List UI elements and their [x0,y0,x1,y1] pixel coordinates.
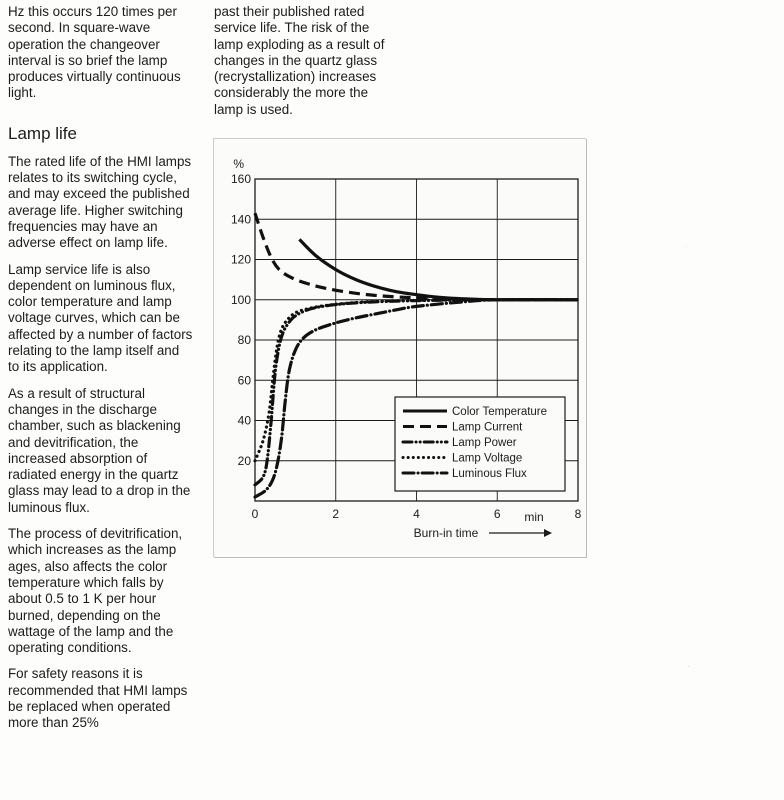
x-tick-label: 6 [493,507,501,521]
legend-label: Lamp Current [452,421,523,434]
paragraph-devitrification: The process of devitrification, which increases as the lamp ages, also affects the color temperature which falls by about 0.5 to 1 K per hour burned, depending on the wattage of the lamp and the operating conditions. [8,526,183,656]
x-axis-arrow-head [544,529,552,537]
paragraph-service-life: Lamp service life is also dependent on luminous flux, color temperature and lamp voltage curves, which can be affected by a number of factors relating to the lamp itself and to its application. [8,261,193,375]
y-tick-label: 140 [230,212,251,227]
y-tick-label: 40 [237,413,251,428]
burn-in-chart [214,139,586,557]
x-tick-label: 2 [332,507,340,521]
y-tick-label: 100 [230,292,251,307]
x-axis-label: Burn-in time [413,526,479,540]
x-unit-label: min [524,510,544,524]
middle-text-column [214,4,400,118]
paragraph-rated-life: The rated life of the HMI lamps relates to its switching cycle, and may exceed the published average life. Higher switching frequencies may have an adverse effect on lamp life. [8,153,192,251]
legend-label: Luminous Flux [452,468,527,480]
y-tick-label: 80 [237,333,251,347]
left-text-column [8,4,194,742]
chart-frame [213,138,586,557]
paragraph-safety: For safety reasons it is recommended that HMI lamps be replaced when operated more than 25% [8,666,188,731]
y-tick-label: 120 [230,252,251,267]
speck [688,666,689,667]
y-tick-label: 20 [237,453,251,468]
x-tick-label: 8 [574,507,582,521]
y-unit-label: % [233,157,244,171]
continued-paragraph: past their published rated service life. The risk of the lamp exploding as a result of changes in the quartz glass (recrystallization) increases considerably the more the lamp is used. [214,4,385,117]
paragraph-structural-changes: As a result of structural changes in the discharge chamber, such as blackening and devitrification, the increased absorption of radiated energy in the quartz glass may lead to a drop in the luminous flux. [8,385,191,515]
x-tick-label: 4 [413,507,420,521]
legend-label: Lamp Voltage [452,452,523,465]
intro-paragraph: Hz this occurs 120 times per second. In square-wave operation the changeover interval is so brief the lamp produces virtually continuous light. [8,4,181,101]
y-tick-label: 60 [237,373,251,388]
legend-label: Lamp Power [452,437,517,449]
y-tick-label: 160 [230,172,251,186]
x-tick-label: 0 [251,507,259,521]
section-heading: Lamp life [8,123,77,143]
speck [686,246,687,247]
legend-label: Color Temperature [452,406,548,418]
